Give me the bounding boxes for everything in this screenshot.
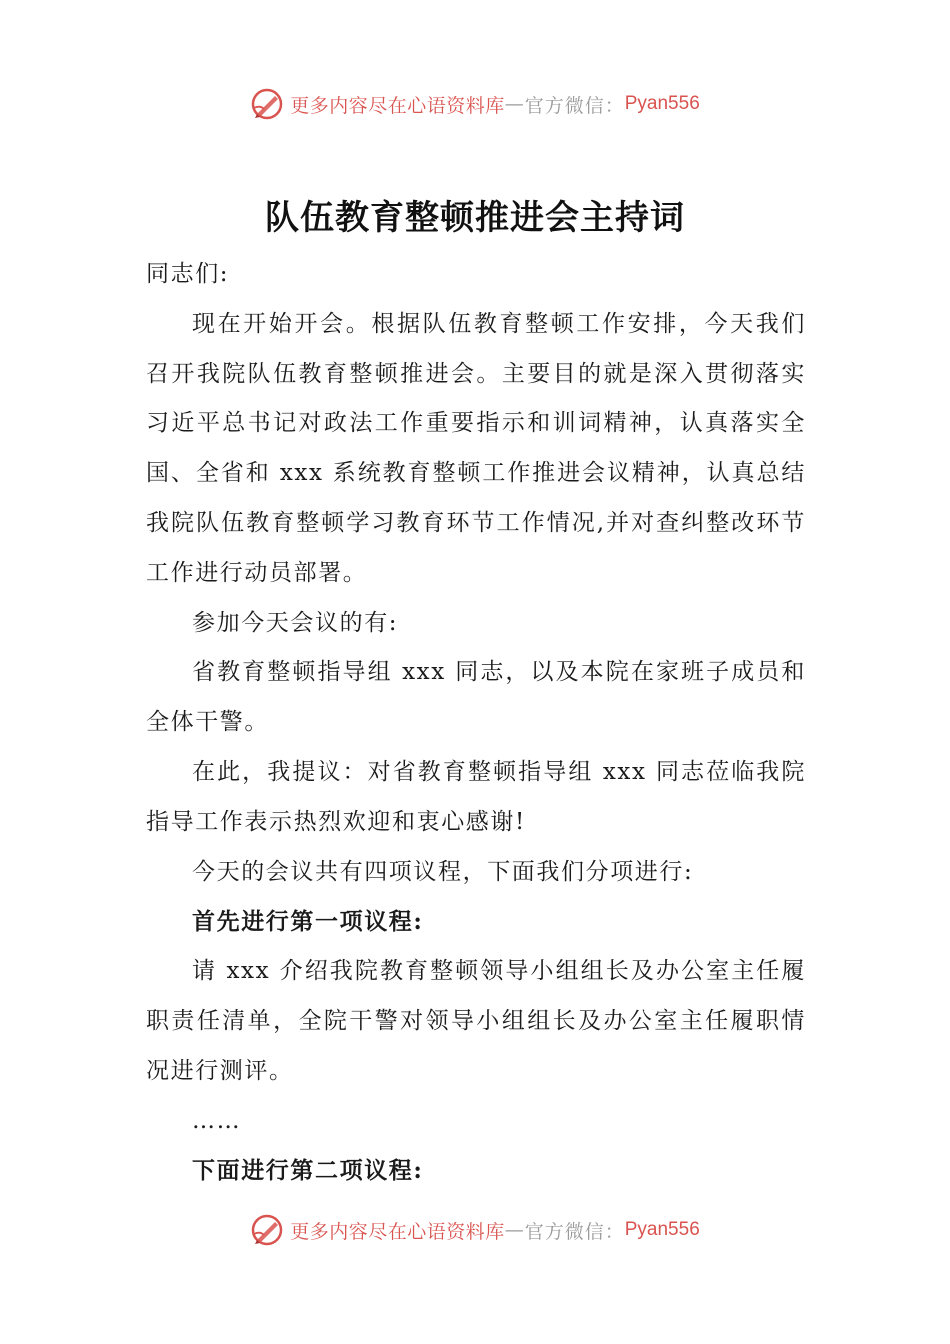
watermark-contact-label: 官方微信： [524, 94, 625, 117]
paragraph-agenda-intro: 今天的会议共有四项议程，下面我们分项进行: [192, 858, 694, 885]
paragraph-opening: 现在开始开会。根据队伍教育整顿工作安排，今天我们召开我院队伍教育整顿推进会。主要目的就是深入贯彻落实习近平总书记对政法工作重要指示和训词精神，认真落实全国、全省和 xxx 系统教育整顿工作推进会议精神，认真总结我院队伍教育整顿学习教育环节工作情况,并对查纠整改环节工作进行动员部署。 [146, 310, 806, 586]
paragraph-agenda-item-1: 请 xxx 介绍我院教育整顿领导小组组长及办公室主任履职责任清单，全院干警对领导小组组长及办公室主任履职情况进行测评。 [146, 958, 806, 1084]
document-title: 队伍教育整顿推进会主持词 [265, 198, 685, 238]
agenda-item-2-heading: 下面进行第二项议程: [192, 1157, 424, 1185]
ellipsis: …… [192, 1107, 242, 1134]
salutation: 同志们: [146, 261, 230, 287]
watermark-brand-text: 更多内容尽在心语资料库 [290, 1220, 505, 1243]
watermark-dash: — [504, 93, 525, 115]
watermark-brand-text: 更多内容尽在心语资料库 [290, 94, 505, 117]
agenda-item-1-heading: 首先进行第一项议程: [192, 908, 424, 936]
watermark-contact-label: 官方微信： [524, 1220, 625, 1243]
document-body [146, 250, 806, 1196]
pen-logo-icon [250, 1213, 284, 1247]
footer-watermark [0, 1210, 950, 1250]
watermark-contact-id: Pyan556 [624, 1219, 700, 1240]
paragraph-welcome: 在此，我提议：对省教育整顿指导组 xxx 同志莅临我院指导工作表示热烈欢迎和衷心感谢! [146, 758, 806, 835]
pen-logo-icon [250, 87, 284, 121]
paragraph-attendees-intro: 参加今天会议的有: [192, 609, 399, 636]
header-watermark [0, 84, 950, 124]
watermark-dash: — [504, 1219, 525, 1241]
watermark-contact-id: Pyan556 [624, 93, 700, 114]
paragraph-attendees: 省教育整顿指导组 xxx 同志，以及本院在家班子成员和全体干警。 [146, 659, 806, 736]
